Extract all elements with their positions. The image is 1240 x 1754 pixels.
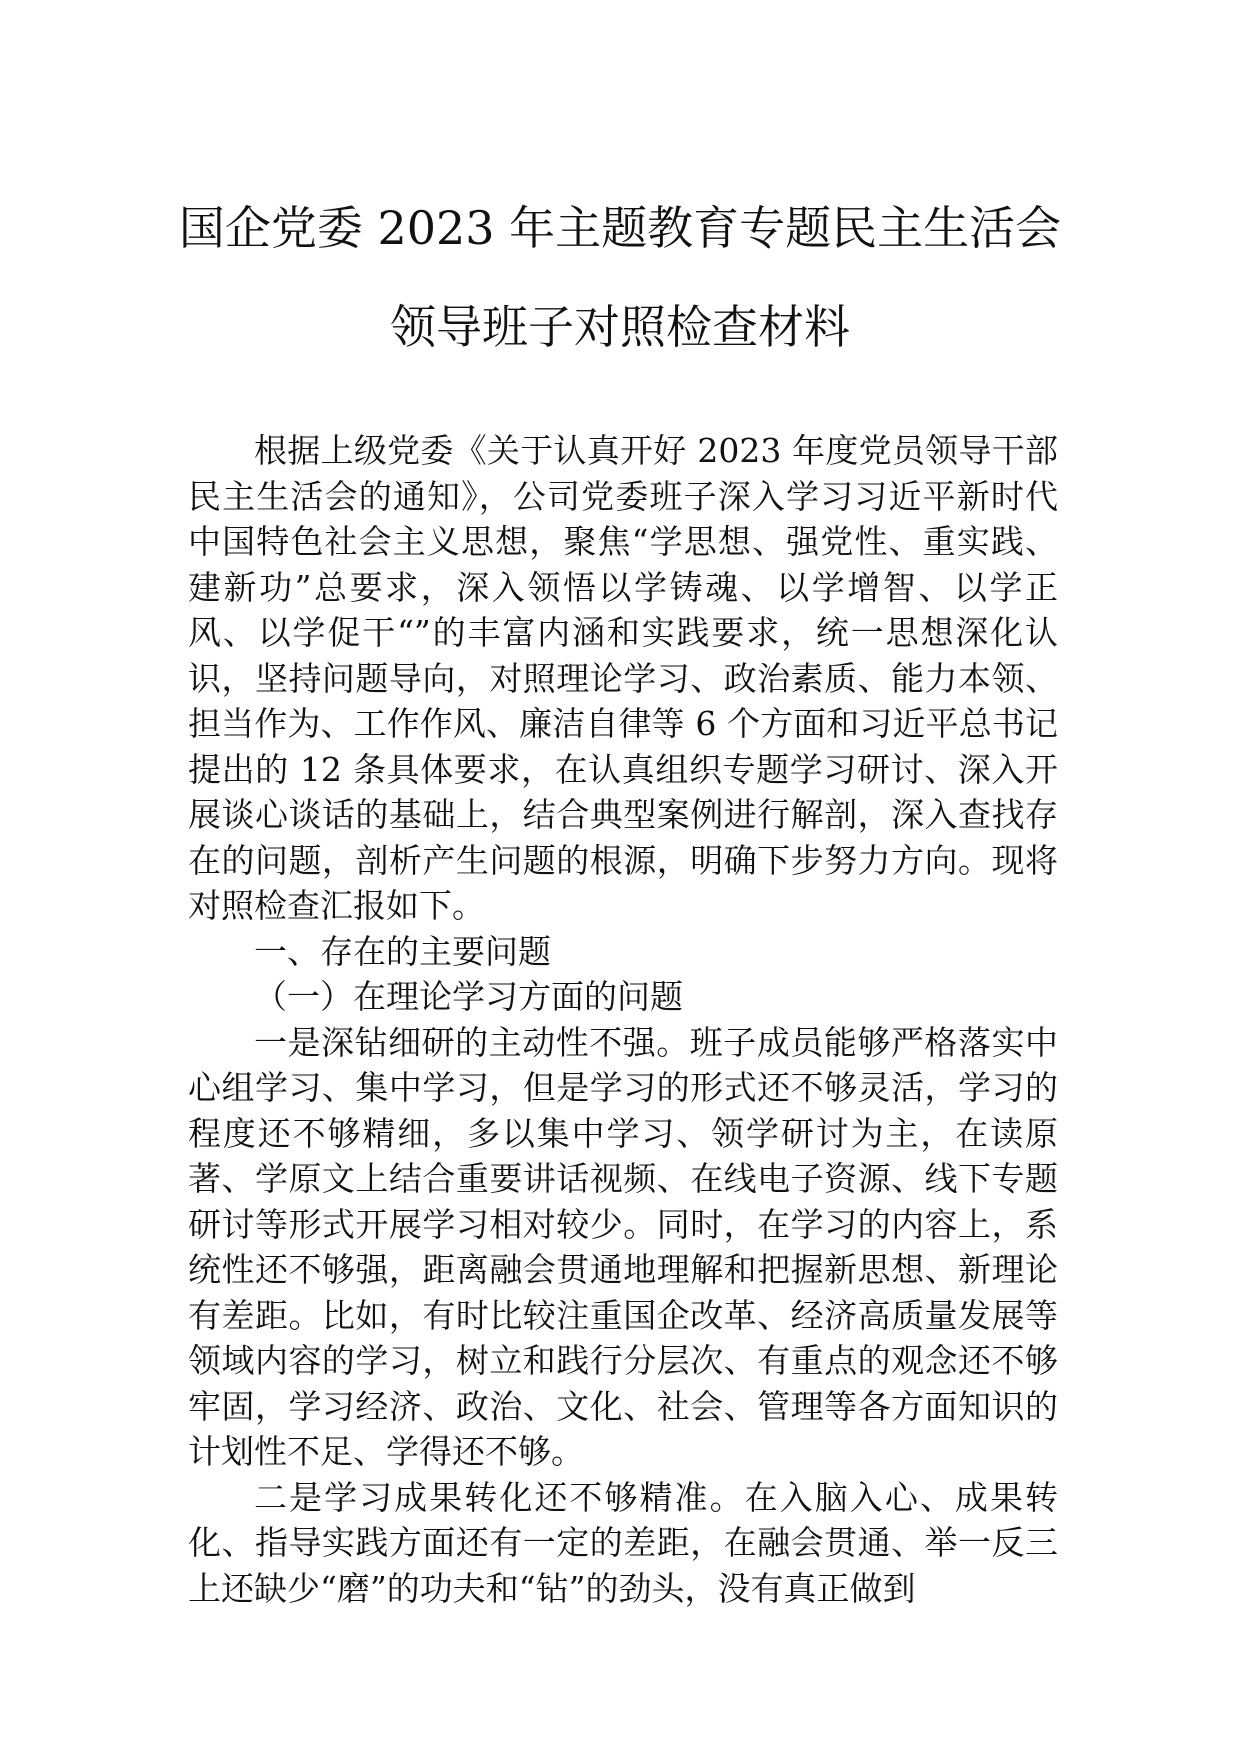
- title-line-1: 国企党委 2023 年主题教育专题民主生活会: [178, 201, 1062, 255]
- section-heading-main-problems: 一、存在的主要问题: [254, 931, 551, 971]
- document-body: [188, 428, 1058, 1611]
- paragraph-point-two: 二是学习成果转化还不够精准。在入脑入心、成果转化、指导实践方面还有一定的差距，在融会贯通、举一反三上还缺少“磨”的功夫和“钻”的劲头，没有真正做到: [188, 1477, 1058, 1608]
- subsection-heading-theory-study: （一）在理论学习方面的问题: [254, 977, 683, 1016]
- paragraph-point-one: 一是深钻细研的主动性不强。班子成员能够严格落实中心组学习、集中学习，但是学习的形式还不够灵活，学习的程度还不够精细，多以集中学习、领学研讨为主，在读原著、学原文上结合重要讲话视频、在线电子资源、线下专题研讨等形式开展学习相对较少。同时，在学习的内容上，系统性还不够强，距离融会贯通地理解和把握新思想、新理论有差距。比如，有时比较注重国企改革、经济高质量发展等领域内容的学习，树立和践行分层次、有重点的观念还不够牢固，学习经济、政治、文化、社会、管理等各方面知识的计划性不足、学得还不够。: [188, 1022, 1058, 1471]
- document-title: [160, 201, 1080, 354]
- intro-paragraph: 根据上级党委《关于认真开好 2023 年度党员领导干部民主生活会的通知》，公司党委班子深入学习习近平新时代中国特色社会主义思想，聚焦“学思想、强党性、重实践、建新功”总要求，深入领悟以学铸魂、以学增智、以学正风、以学促干“”的丰富内涵和实践要求，统一思想深化认识，坚持问题导向，对照理论学习、政治素质、能力本领、担当作为、工作作风、廉洁自律等 6 个方面和习近平总书记提出的 12 条具体要求，在认真组织专题学习研讨、深入开展谈心谈话的基础上，结合典型案例进行解剖，深入查找存在的问题，剖析产生问题的根源，明确下步努力方向。现将对照检查汇报如下。: [188, 431, 1058, 925]
- title-line-2: 领导班子对照检查材料: [390, 300, 850, 354]
